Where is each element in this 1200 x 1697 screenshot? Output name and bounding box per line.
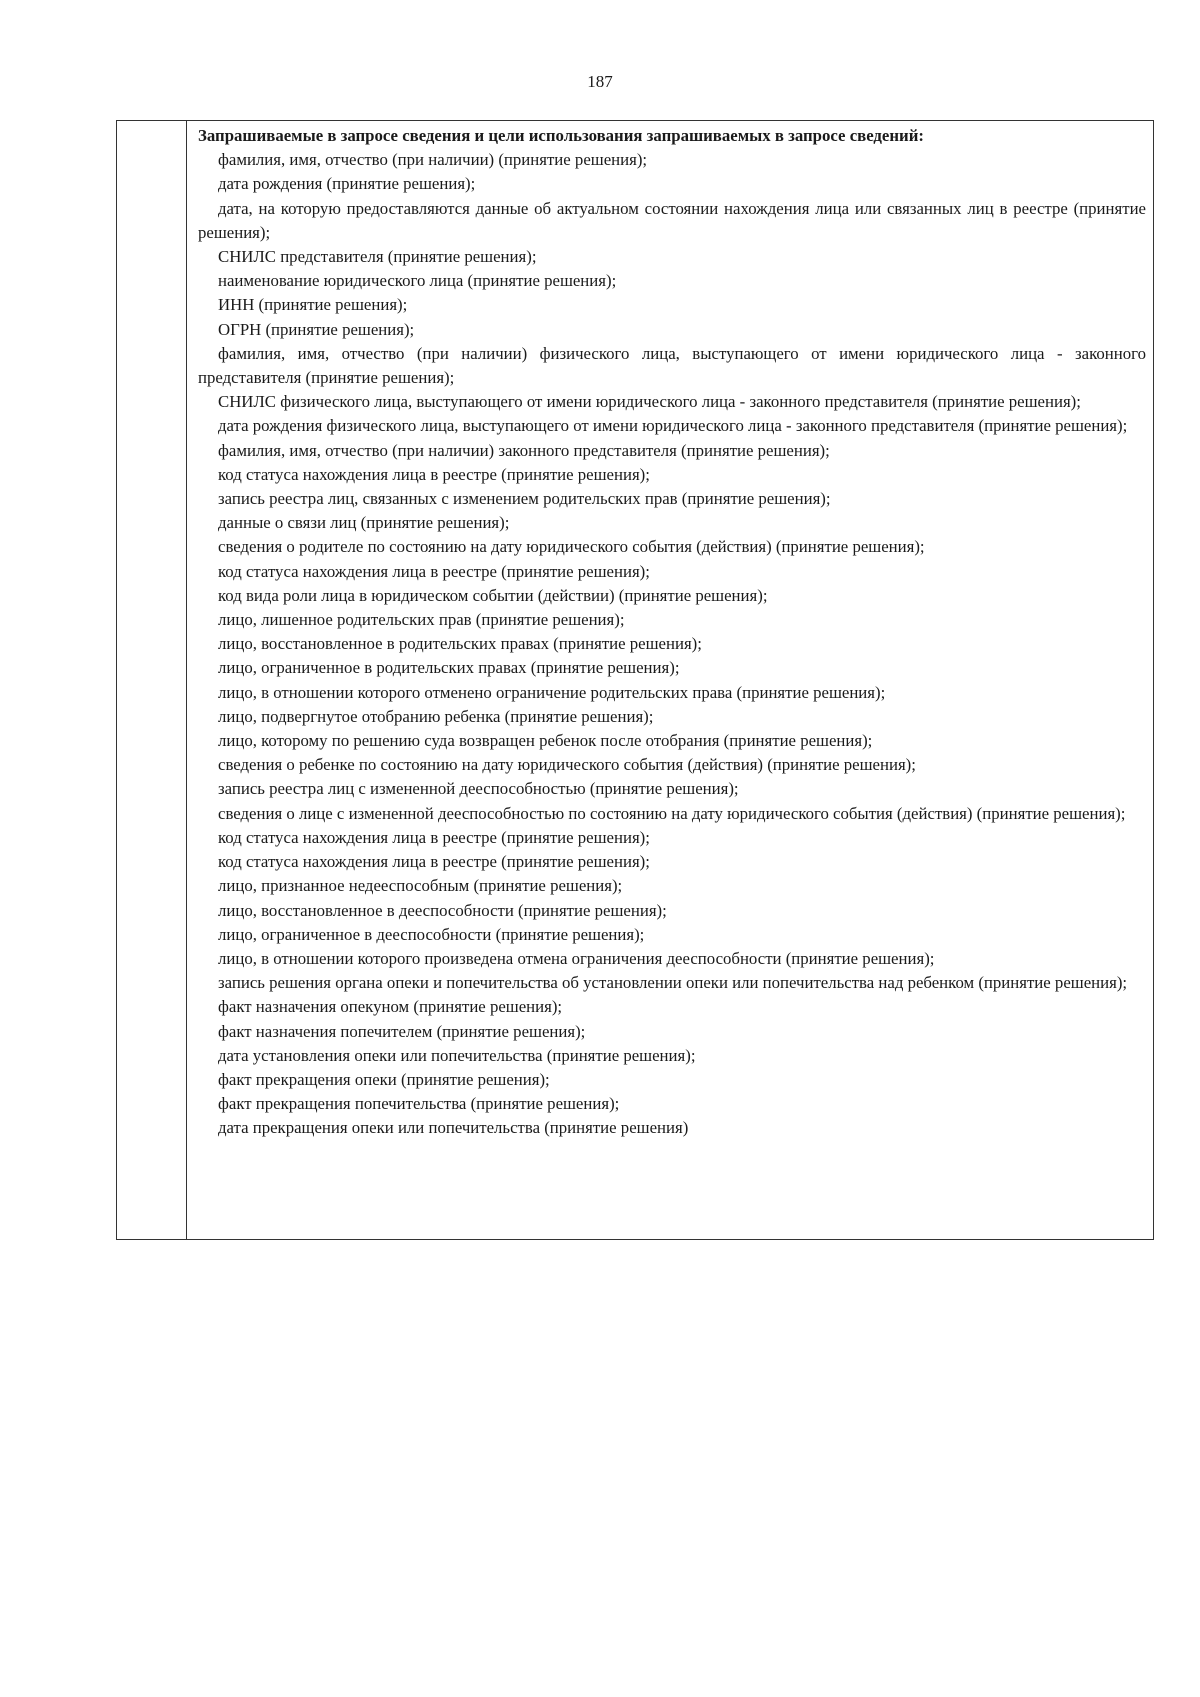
list-item: код статуса нахождения лица в реестре (принятие решения); [218, 827, 650, 847]
list-item: факт назначения попечителем (принятие решения); [218, 1021, 586, 1041]
list-item: дата рождения (принятие решения); [218, 174, 476, 194]
list-item: лицо, восстановленное в родительских правах (принятие решения); [218, 634, 702, 654]
list-item: лицо, ограниченное в родительских правах (принятие решения); [218, 658, 680, 678]
list-item: фамилия, имя, отчество (при наличии) (принятие решения); [218, 150, 648, 170]
list-item: сведения о родителе по состоянию на дату юридического события (действия) (принятие решения); [218, 537, 925, 557]
list-item: фамилия, имя, отчество (при наличии) физического лица, выступающего от имени юридического лица - законного представителя (принятие решения); [198, 343, 1146, 388]
list-item: лицо, признанное недееспособным (принятие решения); [218, 876, 623, 896]
requirements-table [116, 120, 1154, 1240]
list-item: ОГРН (принятие решения); [218, 319, 415, 339]
table-content-cell [198, 124, 1146, 1141]
list-item: дата установления опеки или попечительства (принятие решения); [218, 1045, 696, 1065]
list-item: код вида роли лица в юридическом событии (действии) (принятие решения); [218, 585, 768, 605]
list-item: лицо, в отношении которого отменено ограничение родительских права (принятие решения); [218, 682, 886, 702]
list-item: лицо, ограниченное в дееспособности (принятие решения); [218, 924, 645, 944]
list-item: данные о связи лиц (принятие решения); [218, 513, 510, 533]
list-item: факт прекращения попечительства (принятие решения); [218, 1094, 620, 1114]
list-item: дата, на которую предоставляются данные об актуальном состоянии нахождения лица или связанных лиц в реестре (принятие решения); [198, 198, 1146, 242]
list-item: фамилия, имя, отчество (при наличии) законного представителя (принятие решения); [218, 440, 830, 460]
list-item: код статуса нахождения лица в реестре (принятие решения); [218, 561, 650, 581]
list-item: код статуса нахождения лица в реестре (принятие решения); [218, 464, 650, 484]
list-item: лицо, которому по решению суда возвращен ребенок после отобрания (принятие решения); [218, 731, 873, 751]
list-item: факт прекращения опеки (принятие решения); [218, 1069, 550, 1089]
list-item: дата рождения физического лица, выступающего от имени юридического лица - законного представителя (принятие решения); [218, 416, 1128, 436]
list-item: запись реестра лиц, связанных с изменением родительских прав (принятие решения); [218, 489, 831, 509]
list-item: запись реестра лиц с измененной дееспособностью (принятие решения); [218, 779, 739, 799]
list-item: факт назначения опекуном (принятие решения); [218, 997, 563, 1017]
list-item: сведения о лице с измененной дееспособностью по состоянию на дату юридического события (действия) (принятие решения); [218, 803, 1126, 823]
list-item: лицо, восстановленное в дееспособности (принятие решения); [218, 900, 667, 920]
list-item: лицо, лишенное родительских прав (принятие решения); [218, 610, 625, 630]
requested-data-list [198, 148, 1146, 1140]
list-item: код статуса нахождения лица в реестре (принятие решения); [218, 852, 650, 872]
list-item: СНИЛС представителя (принятие решения); [218, 247, 537, 267]
list-item: лицо, в отношении которого произведена отмена ограничения дееспособности (принятие решения); [218, 948, 935, 968]
table-left-column [117, 121, 187, 1239]
list-item: лицо, подвергнутое отобранию ребенка (принятие решения); [218, 706, 654, 726]
list-item: сведения о ребенке по состоянию на дату юридического события (действия) (принятие решения); [218, 755, 916, 775]
list-item: ИНН (принятие решения); [218, 295, 408, 315]
list-item: СНИЛС физического лица, выступающего от имени юридического лица - законного представителя (принятие решения); [218, 392, 1081, 412]
page-number: 187 [587, 72, 613, 91]
list-item: наименование юридического лица (принятие решения); [218, 271, 617, 291]
list-item: дата прекращения опеки или попечительства (принятие решения) [218, 1118, 689, 1138]
section-heading: Запрашиваемые в запросе сведения и цели использования запрашиваемых в запросе сведений: [198, 126, 924, 145]
list-item: запись решения органа опеки и попечительства об установлении опеки или попечительства над ребенком (принятие решения); [218, 973, 1128, 993]
